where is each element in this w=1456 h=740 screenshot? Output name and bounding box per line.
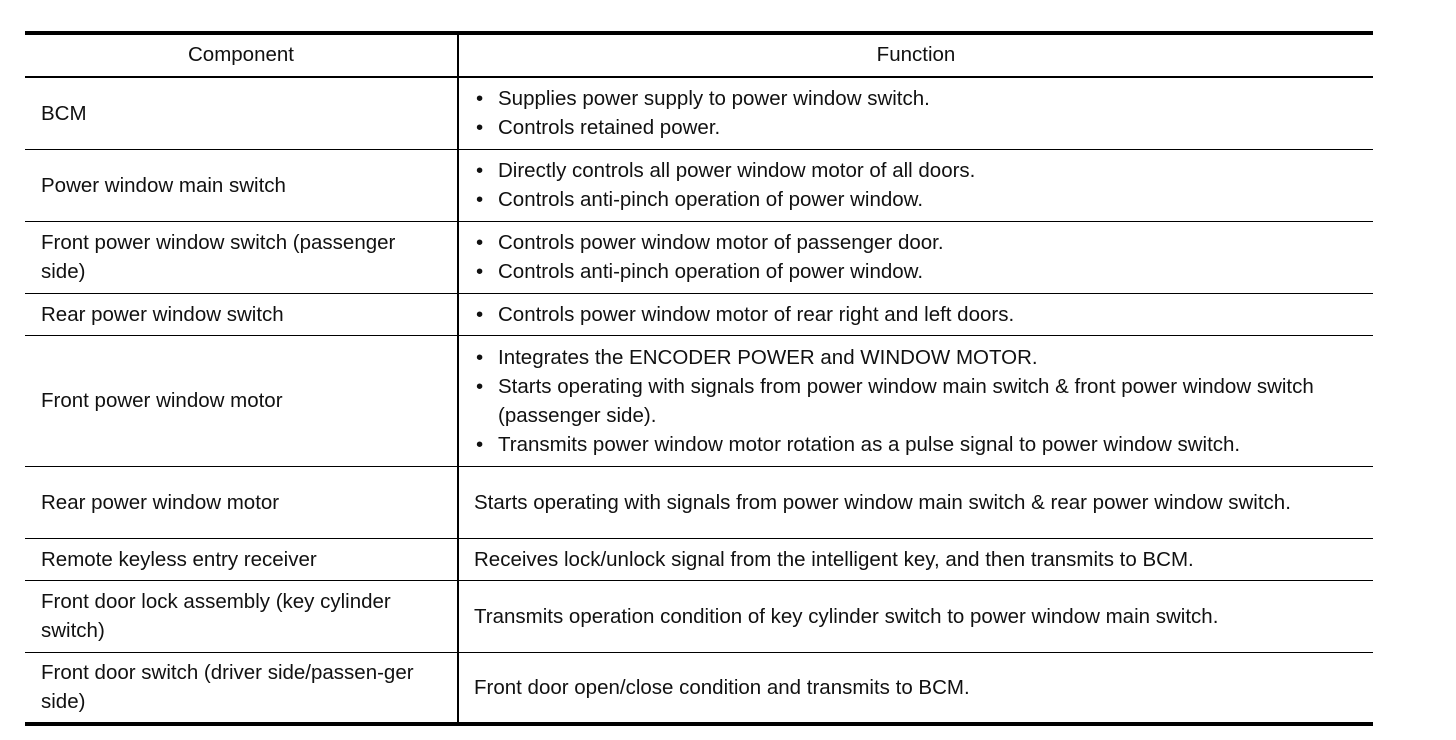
function-cell bbox=[458, 221, 1373, 293]
component-function-table bbox=[25, 31, 1373, 726]
function-cell: Receives lock/unlock signal from the intelligent key, and then transmits to BCM. bbox=[474, 547, 1194, 571]
header-row bbox=[25, 33, 1373, 77]
component-cell: Power window main switch bbox=[25, 149, 458, 221]
table-row bbox=[25, 77, 1373, 149]
table-row bbox=[25, 221, 1373, 293]
function-item: • Controls power window motor of rear right and left doors. bbox=[474, 300, 1363, 329]
component-cell: Front power window switch (passenger side) bbox=[25, 221, 458, 293]
function-cell bbox=[458, 77, 1373, 149]
component-cell: Front door lock assembly (key cylinder switch) bbox=[25, 580, 458, 652]
table-row bbox=[25, 466, 1373, 538]
function-cell: Transmits operation condition of key cylinder switch to power window main switch. bbox=[474, 604, 1219, 628]
function-header: Function bbox=[876, 43, 956, 66]
component-header: Component bbox=[25, 33, 458, 77]
component-cell: Rear power window switch bbox=[25, 293, 458, 335]
component-cell: BCM bbox=[25, 77, 458, 149]
function-cell bbox=[458, 149, 1373, 221]
function-item: • Controls power window motor of passenger door. bbox=[474, 228, 1363, 257]
table-row bbox=[25, 580, 1373, 652]
function-item: • Controls anti-pinch operation of power window. bbox=[474, 257, 1363, 286]
function-item: • Supplies power supply to power window switch. bbox=[474, 84, 1363, 113]
function-cell: Starts operating with signals from power window main switch & rear power window switch. bbox=[474, 490, 1291, 514]
component-cell: Remote keyless entry receiver bbox=[25, 538, 458, 580]
function-cell bbox=[458, 335, 1373, 466]
table-row bbox=[25, 149, 1373, 221]
function-cell bbox=[458, 293, 1373, 335]
table-row bbox=[25, 538, 1373, 580]
table-row bbox=[25, 652, 1373, 724]
function-list bbox=[474, 343, 1363, 459]
component-cell: Rear power window motor bbox=[25, 466, 458, 538]
function-item: • Starts operating with signals from power window main switch & front power window switch (passenger side). bbox=[474, 372, 1363, 430]
function-list bbox=[474, 228, 1363, 286]
function-item: • Transmits power window motor rotation as a pulse signal to power window switch. bbox=[474, 430, 1363, 459]
function-list bbox=[474, 84, 1363, 142]
table-row bbox=[25, 293, 1373, 335]
function-list bbox=[474, 300, 1363, 329]
function-item: • Controls retained power. bbox=[474, 113, 1363, 142]
component-cell: Front door switch (driver side/passen-ger side) bbox=[25, 652, 458, 724]
function-item: • Controls anti-pinch operation of power window. bbox=[474, 185, 1363, 214]
function-cell: Front door open/close condition and transmits to BCM. bbox=[474, 675, 970, 699]
component-cell: Front power window motor bbox=[25, 335, 458, 466]
function-list bbox=[474, 156, 1363, 214]
table-row bbox=[25, 335, 1373, 466]
function-item: • Integrates the ENCODER POWER and WINDOW MOTOR. bbox=[474, 343, 1363, 372]
function-item: • Directly controls all power window motor of all doors. bbox=[474, 156, 1363, 185]
